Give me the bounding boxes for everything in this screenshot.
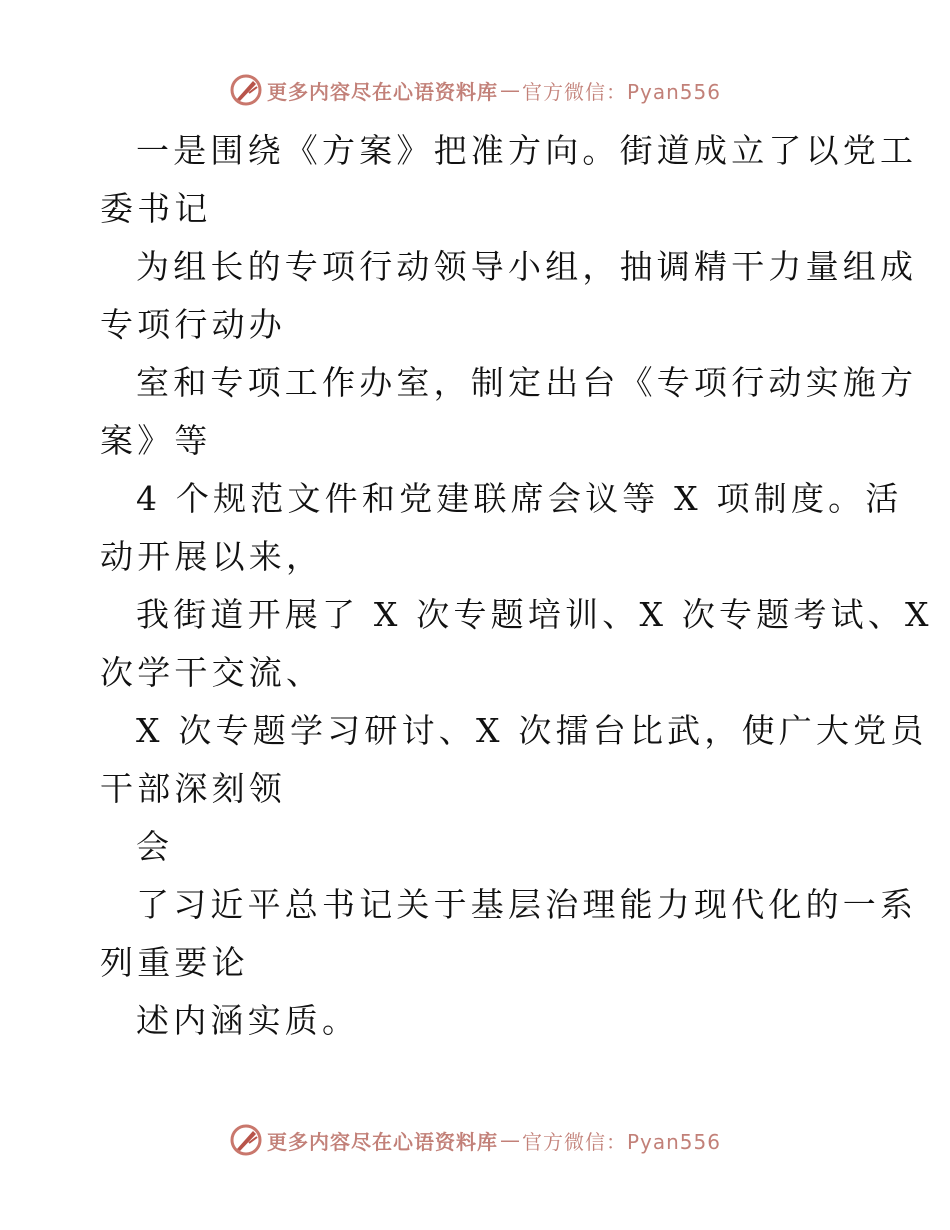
text-line: X 次专题学习研讨、X 次擂台比武，使广大党员: [136, 711, 928, 750]
footer-watermark-banner: [0, 1120, 950, 1160]
text-line: 委书记: [100, 189, 212, 228]
text-line: 列重要论: [100, 943, 249, 982]
text-line: 室和专项工作办室，制定出台《专项行动实施方: [136, 363, 918, 402]
header-banner-dash: —: [499, 78, 520, 102]
header-banner-text: 更多内容尽在心语资料库: [266, 79, 498, 104]
text-line: 干部深刻领: [100, 769, 286, 808]
text-line: 会: [136, 827, 174, 866]
quill-logo-icon: [229, 1123, 263, 1157]
text-line: 为组长的专项行动领导小组，抽调精干力量组成: [136, 247, 918, 286]
text-line: 案》等: [100, 421, 212, 460]
text-line: 述内涵实质。: [136, 1001, 360, 1040]
text-line: 我街道开展了 X 次专题培训、X 次专题考试、X: [136, 595, 933, 634]
document-body: [100, 122, 933, 1050]
footer-banner-suffix: 官方微信：Pyan556: [521, 1129, 721, 1154]
text-line: 专项行动办: [100, 305, 286, 344]
footer-banner-text: 更多内容尽在心语资料库: [266, 1129, 498, 1154]
header-banner-suffix: 官方微信：Pyan556: [521, 79, 721, 104]
header-watermark-banner: [0, 70, 950, 110]
footer-banner-dash: —: [499, 1128, 520, 1152]
text-line: 了习近平总书记关于基层治理能力现代化的一系: [136, 885, 918, 924]
text-line: 次学干交流、: [100, 653, 324, 692]
text-line: 一是围绕《方案》把准方向。街道成立了以党工: [136, 131, 918, 170]
quill-logo-icon: [229, 73, 263, 107]
text-line: 4 个规范文件和党建联席会议等 X 项制度。活: [136, 479, 903, 518]
text-line: 动开展以来，: [100, 537, 324, 576]
